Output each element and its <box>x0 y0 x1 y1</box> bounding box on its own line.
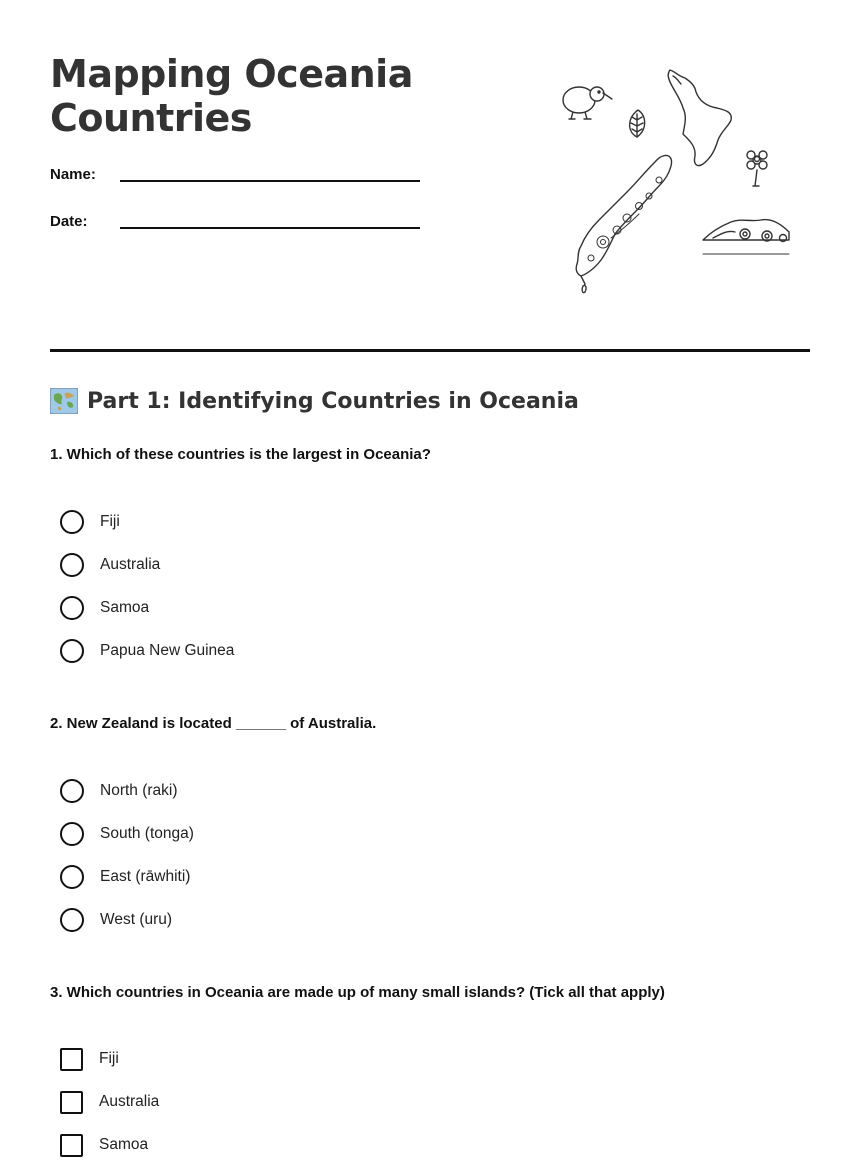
q1-option-papua-new-guinea[interactable] <box>60 638 234 664</box>
q2-option-north[interactable] <box>60 778 178 804</box>
q2-option-east[interactable] <box>60 864 190 890</box>
option-label: Fiji <box>100 513 120 530</box>
q3-option-fiji[interactable] <box>60 1046 119 1072</box>
radio-button[interactable] <box>60 865 84 889</box>
date-label: Date: <box>50 213 88 230</box>
radio-button[interactable] <box>60 779 84 803</box>
date-line[interactable] <box>120 227 420 229</box>
option-label: East (rāwhiti) <box>100 868 191 885</box>
checkbox[interactable] <box>60 1048 83 1071</box>
question-2: 2. New Zealand is located ______ of Australia. <box>50 715 377 732</box>
option-label: Papua New Guinea <box>100 642 235 659</box>
stewart-island-shape <box>582 285 586 292</box>
q1-option-australia[interactable] <box>60 552 160 578</box>
name-label: Name: <box>50 166 96 183</box>
part1-heading <box>50 388 579 414</box>
radio-button[interactable] <box>60 553 84 577</box>
title-line-1: Mapping Oceania <box>50 52 413 96</box>
name-field[interactable] <box>50 166 96 183</box>
question-3: 3. Which countries in Oceania are made up of many small islands? (Tick all that apply) <box>50 984 665 1001</box>
radio-button[interactable] <box>60 510 84 534</box>
radio-button[interactable] <box>60 639 84 663</box>
option-label: Samoa <box>99 1136 149 1153</box>
q1-option-fiji[interactable] <box>60 509 120 535</box>
fern-leaf-icon <box>630 110 645 137</box>
option-label: West (uru) <box>100 911 173 928</box>
q2-option-west[interactable] <box>60 907 172 933</box>
q2-option-south[interactable] <box>60 821 194 847</box>
checkbox[interactable] <box>60 1091 83 1114</box>
mountains-icon <box>703 220 789 254</box>
q3-option-samoa[interactable] <box>60 1132 148 1158</box>
checkbox[interactable] <box>60 1134 83 1157</box>
option-label: Australia <box>99 1093 160 1110</box>
world-map-icon <box>50 388 78 414</box>
title-line-2: Countries <box>50 96 252 140</box>
option-label: South (tonga) <box>100 825 194 842</box>
option-label: Fiji <box>99 1050 119 1067</box>
north-island-shape <box>668 70 731 166</box>
q3-option-australia[interactable] <box>60 1089 159 1115</box>
radio-button[interactable] <box>60 596 84 620</box>
question-1: 1. Which of these countries is the largest in Oceania? <box>50 446 431 463</box>
part1-title: Part 1: Identifying Countries in Oceania <box>87 388 579 414</box>
new-zealand-map-icon <box>555 62 800 302</box>
header-divider <box>50 349 810 352</box>
option-label: Australia <box>100 556 161 573</box>
date-field[interactable] <box>50 213 88 230</box>
name-line[interactable] <box>120 180 420 182</box>
flower-icon <box>747 151 767 186</box>
worksheet-title <box>50 52 470 140</box>
option-label: North (raki) <box>100 782 178 799</box>
radio-button[interactable] <box>60 908 84 932</box>
radio-button[interactable] <box>60 822 84 846</box>
kiwi-bird-icon <box>563 87 612 119</box>
option-label: Samoa <box>100 599 150 616</box>
q1-option-samoa[interactable] <box>60 595 149 621</box>
